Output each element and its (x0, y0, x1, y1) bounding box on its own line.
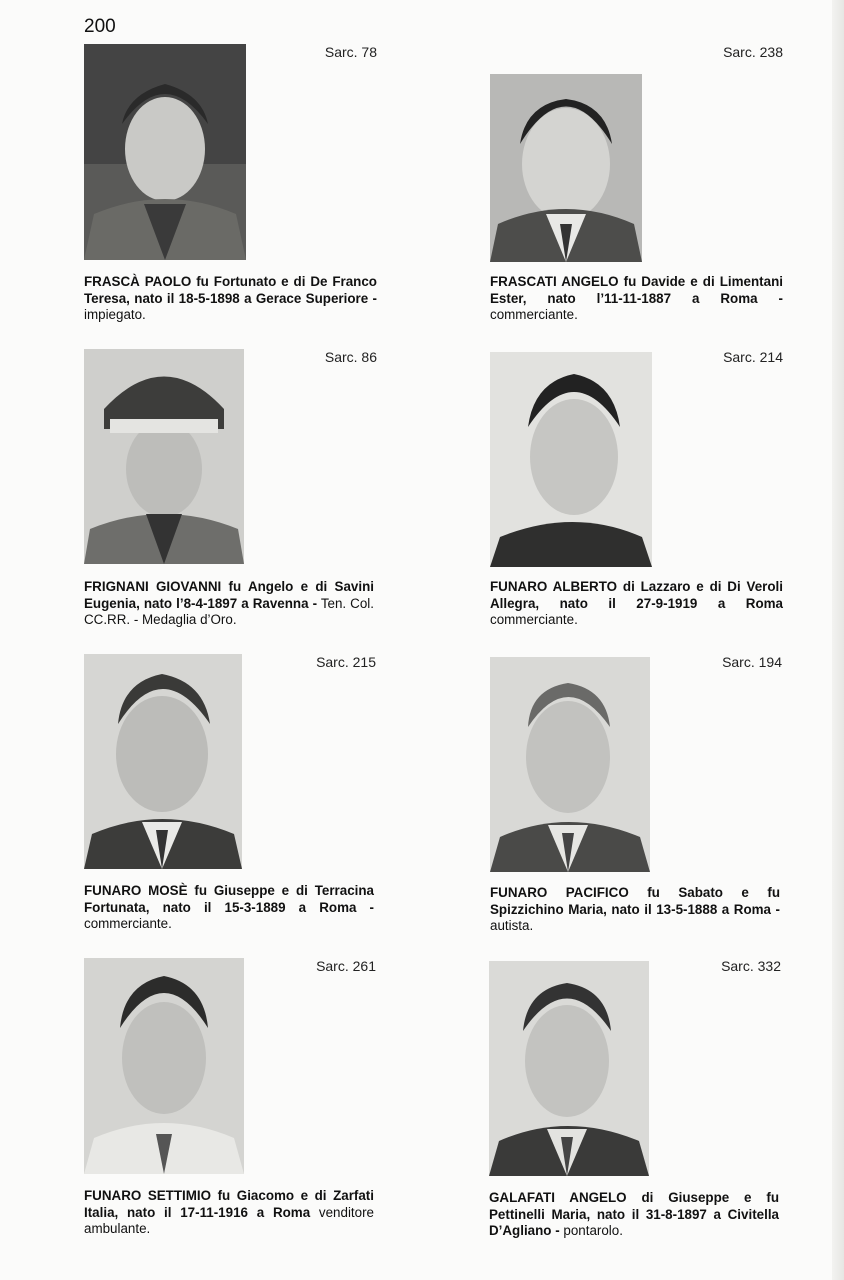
biography-caption (490, 579, 783, 629)
biography-occupation: pontarolo. (559, 1223, 623, 1238)
biography-occupation: commerciante. (84, 916, 172, 931)
sarcophagus-number: Sarc. 86 (324, 349, 377, 365)
sarcophagus-number: Sarc. 78 (324, 44, 377, 60)
portrait-photo (489, 961, 649, 1176)
biography-name: FRIGNANI GIOVANNI fu Angelo e di Savini Eugenia, nato l’8-4-1897 a Ravenna - (84, 579, 374, 611)
sarcophagus-number: Sarc. 214 (723, 349, 783, 365)
biography-name: GALAFATI ANGELO di Giuseppe e fu Pettinelli Maria, nato il 31-8-1897 a Civitella D’Agliano - (489, 1190, 779, 1238)
biography-occupation: Ten. Col. CC.RR. - Medaglia d’Oro. (84, 595, 374, 627)
biography-name: FUNARO ALBERTO di Lazzaro e di Di Veroli Allegra, nato il 27-9-1919 a Roma (490, 579, 783, 611)
page-edge (832, 0, 844, 1280)
sarcophagus-number: Sarc. 332 (721, 958, 781, 974)
biography-caption (84, 274, 377, 324)
portrait-photo (490, 352, 652, 567)
biography-name: FRASCATI ANGELO fu Davide e di Limentani Ester, nato l’11-11-1887 a Roma - (490, 274, 783, 306)
sarcophagus-number: Sarc. 261 (316, 958, 376, 974)
biography-occupation: autista. (490, 918, 534, 933)
biography-name: FUNARO PACIFICO fu Sabato e fu Spizzichino Maria, nato il 13-5-1888 a Roma - (490, 885, 780, 917)
portrait-photo (490, 74, 642, 262)
biography-caption (489, 1190, 779, 1240)
page-number: 200 (84, 16, 116, 37)
portrait-photo (490, 657, 650, 872)
biography-name: FRASCÀ PAOLO fu Fortunato e di De Franco Teresa, nato il 18-5-1898 a Gerace Superiore - (84, 274, 377, 306)
biography-caption (84, 1188, 374, 1238)
portrait-photo (84, 44, 246, 260)
sarcophagus-number: Sarc. 215 (316, 654, 376, 670)
biography-caption (84, 579, 374, 629)
portrait-photo (84, 654, 242, 869)
biography-occupation: venditore ambulante. (84, 1204, 375, 1236)
biography-caption (490, 274, 783, 324)
sarcophagus-number: Sarc. 194 (722, 654, 782, 670)
biography-caption (84, 883, 374, 933)
portrait-photo (84, 349, 244, 564)
biography-occupation: commerciante. (490, 307, 578, 322)
portrait-photo (84, 958, 244, 1174)
biography-name: FUNARO SETTIMIO fu Giacomo e di Zarfati Italia, nato il 17-11-1916 a Roma (84, 1188, 374, 1220)
biography-occupation: impiegato. (84, 307, 146, 322)
biography-occupation: commerciante. (490, 612, 578, 627)
biography-name: FUNARO MOSÈ fu Giuseppe e di Terracina Fortunata, nato il 15-3-1889 a Roma - (84, 883, 374, 915)
sarcophagus-number: Sarc. 238 (723, 44, 783, 60)
biography-caption (490, 885, 780, 935)
